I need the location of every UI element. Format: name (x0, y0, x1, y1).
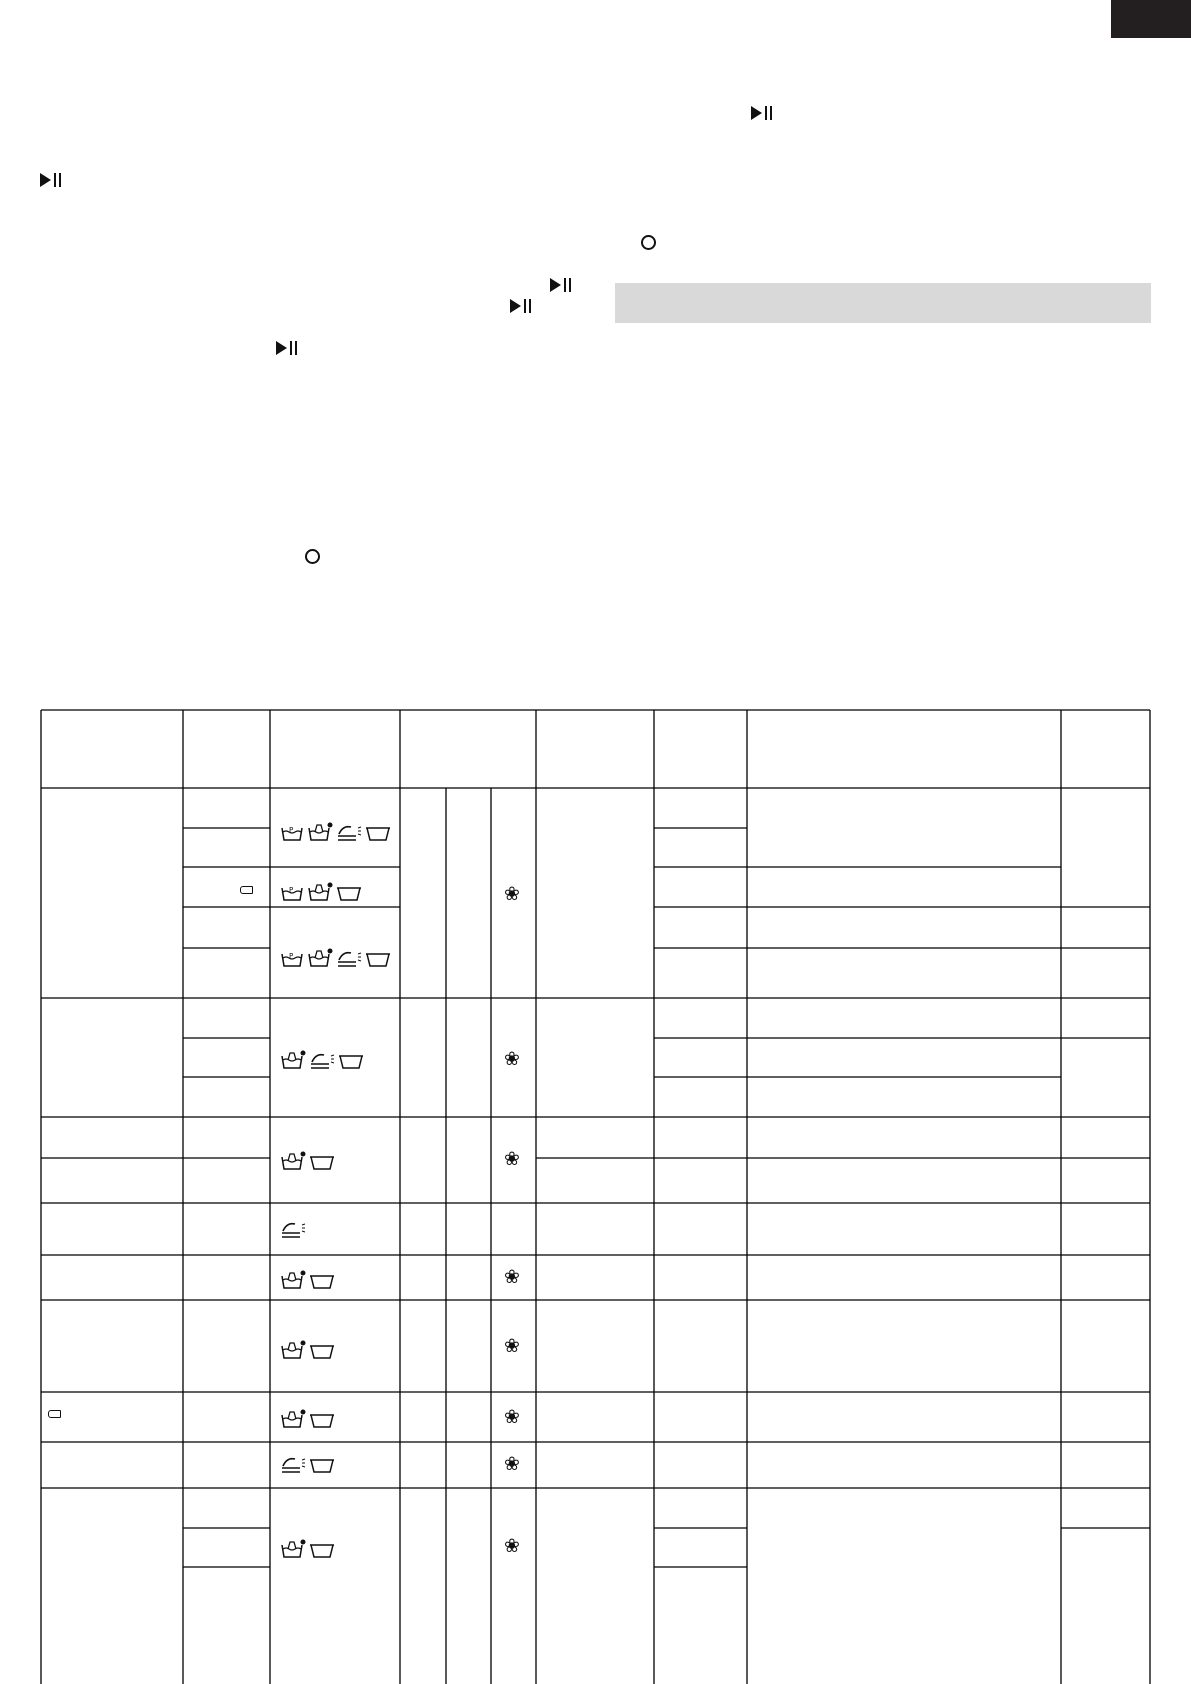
spin-flower-icon: ❀ (504, 1266, 520, 1288)
spin-flower-icon: ❀ (504, 1535, 520, 1557)
care-symbols-row (280, 1409, 335, 1429)
washtub-p-icon (280, 950, 304, 968)
care-symbols-row (280, 1456, 335, 1474)
washtub-prewash-icon (280, 1151, 306, 1171)
basin-icon (365, 824, 391, 842)
washtub-p-icon (280, 824, 304, 842)
basin-icon (309, 1153, 335, 1171)
rinse-icon (280, 1456, 306, 1474)
care-symbols-row (280, 1221, 306, 1239)
washtub-p-icon (280, 884, 304, 902)
basin-icon (309, 1541, 335, 1559)
svg-text:P: P (289, 826, 294, 834)
rinse-icon (280, 1221, 306, 1239)
spin-flower-icon: ❀ (504, 1048, 520, 1070)
rinse-icon (309, 1052, 335, 1070)
washtub-prewash-icon (307, 882, 333, 902)
svg-text:P: P (289, 886, 294, 894)
basin-icon (309, 1272, 335, 1290)
rinse-icon (336, 950, 362, 968)
care-symbols-row (280, 948, 391, 968)
spin-flower-icon: ❀ (504, 1148, 520, 1170)
washtub-prewash-icon (280, 1539, 306, 1559)
spin-flower-icon: ❀ (504, 883, 520, 905)
basin-icon (309, 1456, 335, 1474)
washtub-prewash-icon (280, 1409, 306, 1429)
care-symbols-row (280, 1539, 335, 1559)
care-symbols-row (280, 1050, 364, 1070)
tag-icon (240, 886, 253, 894)
basin-icon (365, 950, 391, 968)
washtub-prewash-icon (307, 948, 333, 968)
care-symbols-row (280, 822, 391, 842)
care-symbols-row (280, 882, 362, 902)
care-symbols-row (280, 1340, 335, 1360)
care-symbols-row (280, 1270, 335, 1290)
rinse-icon (336, 824, 362, 842)
spin-flower-icon: ❀ (504, 1335, 520, 1357)
washtub-prewash-icon (280, 1270, 306, 1290)
tag-icon (48, 1410, 61, 1418)
basin-icon (336, 884, 362, 902)
svg-text:P: P (289, 952, 294, 960)
care-symbols-row (280, 1151, 335, 1171)
basin-icon (309, 1411, 335, 1429)
washtub-prewash-icon (307, 822, 333, 842)
washtub-prewash-icon (280, 1340, 306, 1360)
basin-icon (309, 1342, 335, 1360)
spin-flower-icon: ❀ (504, 1406, 520, 1428)
washtub-prewash-icon (280, 1050, 306, 1070)
basin-icon (338, 1052, 364, 1070)
spin-flower-icon: ❀ (504, 1453, 520, 1475)
